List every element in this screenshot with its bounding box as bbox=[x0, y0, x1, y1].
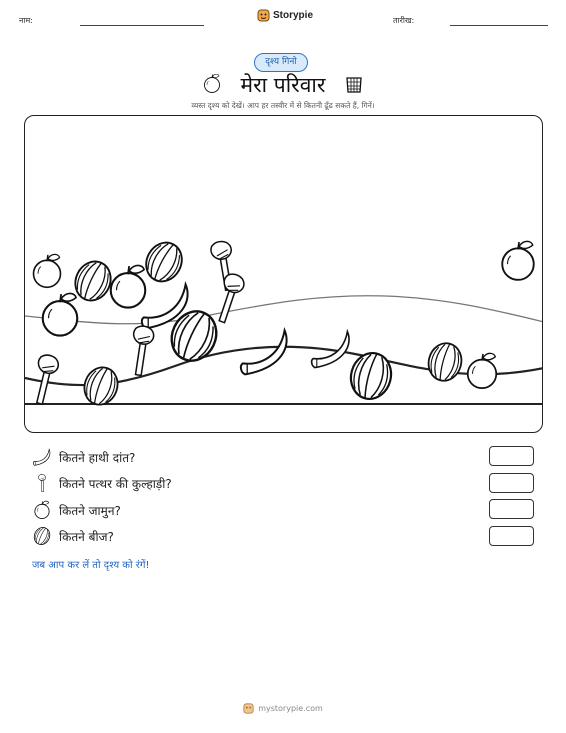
tusk-2 bbox=[241, 330, 287, 374]
question-text: कितने हाथी दांत? bbox=[59, 450, 136, 465]
hill-line bbox=[25, 296, 543, 324]
brand-logo bbox=[257, 9, 313, 22]
berry-1 bbox=[34, 254, 61, 287]
seed-1 bbox=[69, 256, 117, 307]
storypie-icon bbox=[257, 9, 270, 22]
date-label: तारीख: bbox=[393, 16, 415, 25]
question-berries bbox=[32, 500, 121, 520]
stone-axe-icon bbox=[32, 473, 52, 493]
seed-icon bbox=[32, 526, 52, 546]
seed-6 bbox=[424, 340, 465, 385]
basket-icon bbox=[344, 74, 364, 94]
footer-url[interactable]: mystorypie.com bbox=[258, 704, 323, 713]
answer-box-tusks[interactable] bbox=[489, 446, 534, 466]
coloring-note: जब आप कर लें तो दृश्य को रंगें! bbox=[32, 560, 150, 571]
answer-box-seeds[interactable] bbox=[489, 526, 534, 546]
berry-5 bbox=[468, 353, 497, 388]
answer-box-berries[interactable] bbox=[489, 499, 534, 519]
question-text: कितने पत्थर की कुल्हाड़ी? bbox=[59, 476, 172, 491]
instructions: व्यस्त दृश्य को देखें। आप हर तस्वीर में से कितनी ढूँढ सकते हैं, गिनें। bbox=[191, 101, 375, 110]
question-seeds bbox=[32, 526, 114, 546]
question-text: कितने बीज? bbox=[59, 529, 114, 544]
question-tusks bbox=[32, 447, 135, 467]
berry-2 bbox=[111, 265, 146, 307]
question-axes bbox=[32, 473, 172, 493]
axe-3 bbox=[127, 325, 155, 377]
name-label: नाम: bbox=[19, 16, 33, 25]
axe-2 bbox=[211, 272, 247, 325]
berry-icon bbox=[32, 500, 52, 520]
footer bbox=[0, 703, 566, 714]
berry-icon bbox=[202, 74, 222, 94]
brand-name: Storypie bbox=[273, 10, 314, 21]
berry-3 bbox=[43, 293, 78, 335]
seed-5 bbox=[346, 349, 396, 404]
date-field[interactable] bbox=[450, 25, 548, 26]
tusk-icon bbox=[32, 447, 52, 467]
page-title bbox=[0, 71, 566, 99]
storypie-icon bbox=[243, 703, 254, 714]
title-text: मेरा परिवार bbox=[240, 73, 326, 97]
answer-box-axes[interactable] bbox=[489, 473, 534, 493]
busy-scene bbox=[24, 115, 543, 433]
name-field[interactable] bbox=[80, 25, 204, 26]
berry-4 bbox=[502, 241, 534, 279]
seed-2 bbox=[140, 236, 189, 287]
question-text: कितने जामुन? bbox=[59, 503, 121, 518]
category-badge: दृश्य गिनो bbox=[254, 53, 308, 72]
seed-4 bbox=[79, 363, 122, 410]
